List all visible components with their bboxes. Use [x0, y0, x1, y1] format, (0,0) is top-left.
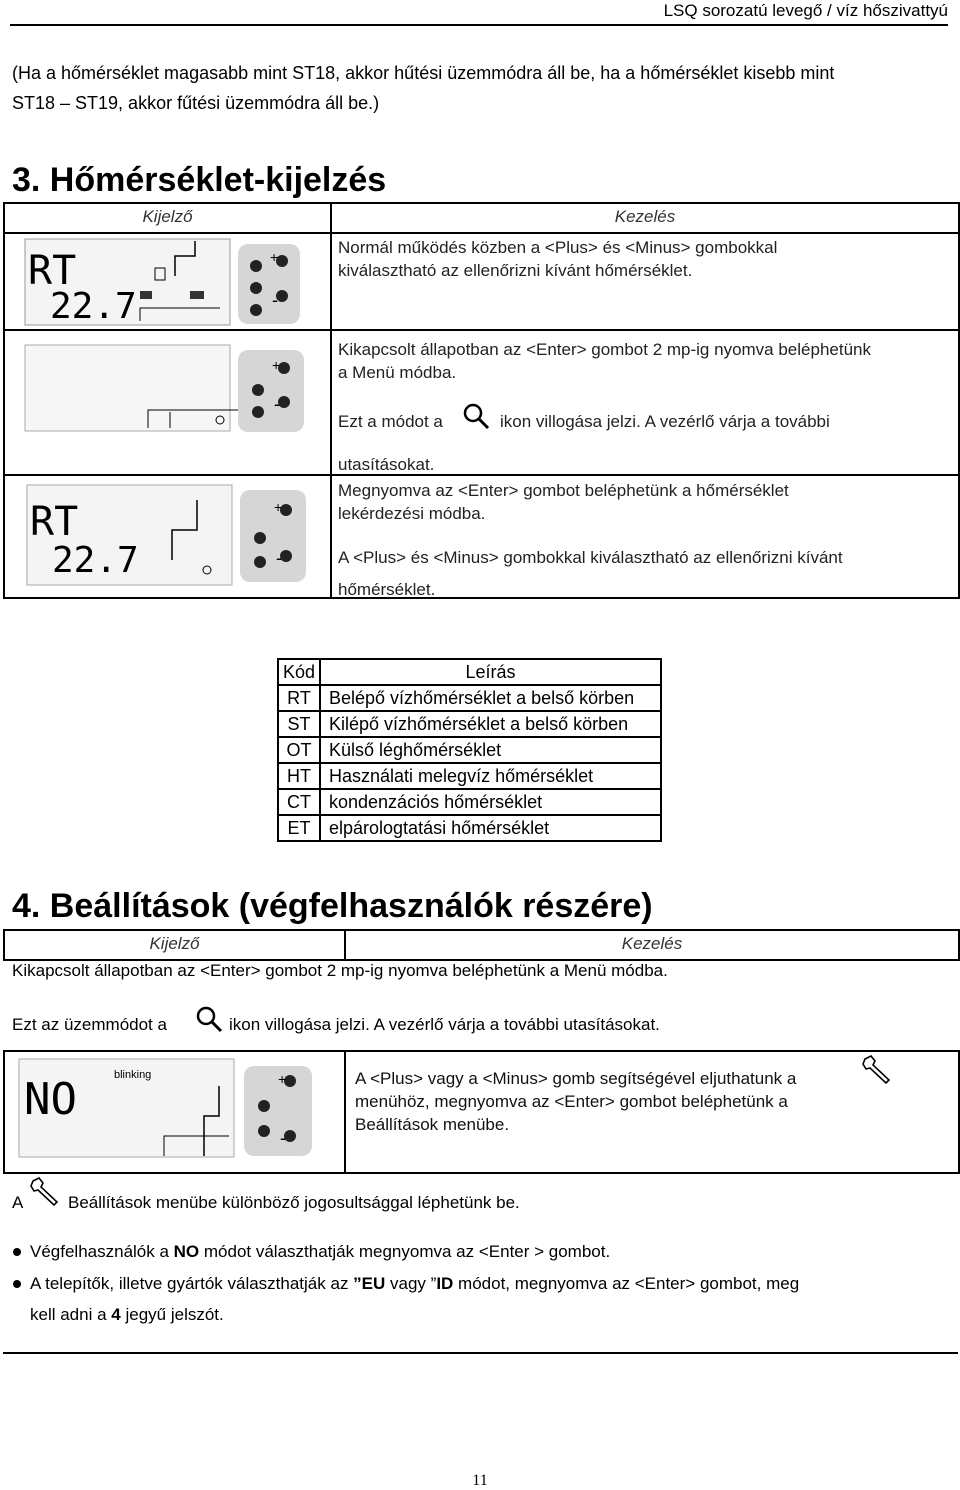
s4-paragraph-3b: Beállítások menübe különböző jogosultsággal léphetünk be. [68, 1193, 520, 1212]
svg-text:-: - [280, 1128, 286, 1148]
svg-text:+: + [270, 249, 279, 265]
header-rule [10, 24, 948, 26]
wrench-icon [30, 1176, 64, 1206]
svg-text:-: - [274, 394, 280, 414]
svg-text:+: + [278, 1071, 287, 1087]
s4-col-display-header: Kijelző [4, 930, 345, 960]
s4-paragraph-2a: Ezt az üzemmódot a [12, 1015, 167, 1034]
svg-text:+: + [274, 499, 283, 515]
svg-text:+: + [272, 357, 281, 373]
intro-line-2: ST18 – ST19, akkor fűtési üzemmódra áll be.) [12, 93, 380, 113]
row1-text-2: kiválasztható az ellenőrizni kívánt hőmérséklet. [338, 261, 693, 280]
search-icon [462, 402, 492, 432]
code-cell: OT [278, 737, 320, 763]
table-row [278, 815, 661, 841]
code-cell: RT [278, 685, 320, 711]
s4-row-text-1: A <Plus> vagy a <Minus> gomb segítségével eljuthatunk a [355, 1069, 797, 1088]
lcd-display-settings [14, 1056, 316, 1162]
lcd-display-off [20, 340, 310, 436]
code-cell: CT [278, 789, 320, 815]
section-3-title: 3. Hőmérséklet-kijelzés [12, 161, 387, 199]
page-number: 11 [472, 1472, 488, 1489]
table-row [278, 789, 661, 815]
lcd1-value: 22.7 [50, 286, 137, 327]
lcd3-value: 22.7 [52, 540, 139, 581]
code-cell: HT [278, 763, 320, 789]
row2-text-3b: ikon villogása jelzi. A vezérlő várja a további [500, 412, 830, 431]
codes-header-code: Kód [278, 659, 320, 685]
lcd1-code: RT [28, 248, 77, 294]
desc-cell: kondenzációs hőmérséklet [320, 789, 661, 815]
temperature-codes-table [277, 658, 662, 842]
lcd4-blinking-label: blinking [114, 1069, 152, 1081]
bullet-dot [13, 1280, 21, 1288]
section-4-title: 4. Beállítások (végfelhasználók részére) [12, 887, 653, 925]
s4-paragraph-3a: A [12, 1193, 24, 1212]
code-cell: ET [278, 815, 320, 841]
s4-row-text-3: Beállítások menübe. [355, 1115, 510, 1134]
intro-line-1: (Ha a hőmérséklet magasabb mint ST18, akkor hűtési üzemmódra áll be, ha a hőmérséklet kisebb mint [12, 63, 835, 83]
s4-paragraph-2b: ikon villogása jelzi. A vezérlő várja a további utasításokat. [229, 1015, 660, 1034]
page-header: LSQ sorozatú levegő / víz hőszivattyú [663, 1, 948, 20]
row3-text-4: hőmérséklet. [338, 580, 436, 599]
table-row [278, 685, 661, 711]
svg-text:-: - [272, 290, 278, 310]
desc-cell: Belépő vízhőmérséklet a belső körben [320, 685, 661, 711]
search-icon [195, 1005, 225, 1035]
desc-cell: Kilépő vízhőmérséklet a belső körben [320, 711, 661, 737]
svg-text:-: - [276, 548, 282, 568]
table-row [278, 711, 661, 737]
row1-text-1: Normál működés közben a <Plus> és <Minus> gombokkal [338, 238, 778, 257]
settings-header-table [3, 929, 960, 961]
desc-cell: elpárologtatási hőmérséklet [320, 815, 661, 841]
codes-header-desc: Leírás [320, 659, 661, 685]
wrench-icon [862, 1054, 896, 1084]
desc-cell: Használati melegvíz hőmérséklet [320, 763, 661, 789]
lcd-display-normal [20, 236, 302, 330]
row3-text-2: lekérdezési módba. [338, 504, 486, 523]
row3-text-3: A <Plus> és <Minus> gombokkal kiválasztható az ellenőrizni kívánt [338, 548, 843, 567]
s4-row-text-2: menühöz, megnyomva az <Enter> gombot beléphetünk a [355, 1092, 788, 1111]
s4-paragraph-1: Kikapcsolt állapotban az <Enter> gombot 2 mp-ig nyomva beléphetünk a Menü módba. [12, 961, 668, 980]
row2-text-2: a Menü módba. [338, 363, 457, 382]
lcd4-code: NO [24, 1074, 77, 1125]
table-row [278, 763, 661, 789]
lcd-display-query [22, 480, 312, 590]
bullet-2-text-line2: kell adni a 4 jegyű jelszót. [30, 1305, 224, 1324]
row2-text-1: Kikapcsolt állapotban az <Enter> gombot 2 mp-ig nyomva beléphetünk [338, 340, 871, 359]
code-cell: ST [278, 711, 320, 737]
row3-text-1: Megnyomva az <Enter> gombot beléphetünk a hőmérséklet [338, 481, 789, 500]
table-row [278, 737, 661, 763]
row2-text-4: utasításokat. [338, 455, 435, 474]
col-operation-header: Kezelés [331, 203, 959, 233]
s4-col-operation-header: Kezelés [345, 930, 959, 960]
desc-cell: Külső léghőmérséklet [320, 737, 661, 763]
lcd3-code: RT [30, 499, 79, 545]
row2-text-3a: Ezt a módot a [338, 412, 443, 431]
bullet-1-text: Végfelhasználók a NO módot választhatják megnyomva az <Enter > gombot. [30, 1242, 611, 1261]
footer-rule [3, 1352, 958, 1354]
col-display-header: Kijelző [4, 203, 331, 233]
bullet-dot [13, 1248, 21, 1256]
bullet-2-text-line1: A telepítők, illetve gyártók választhatják az ”EU vagy ”ID módot, megnyomva az <Enter> gombot, meg [30, 1274, 800, 1293]
